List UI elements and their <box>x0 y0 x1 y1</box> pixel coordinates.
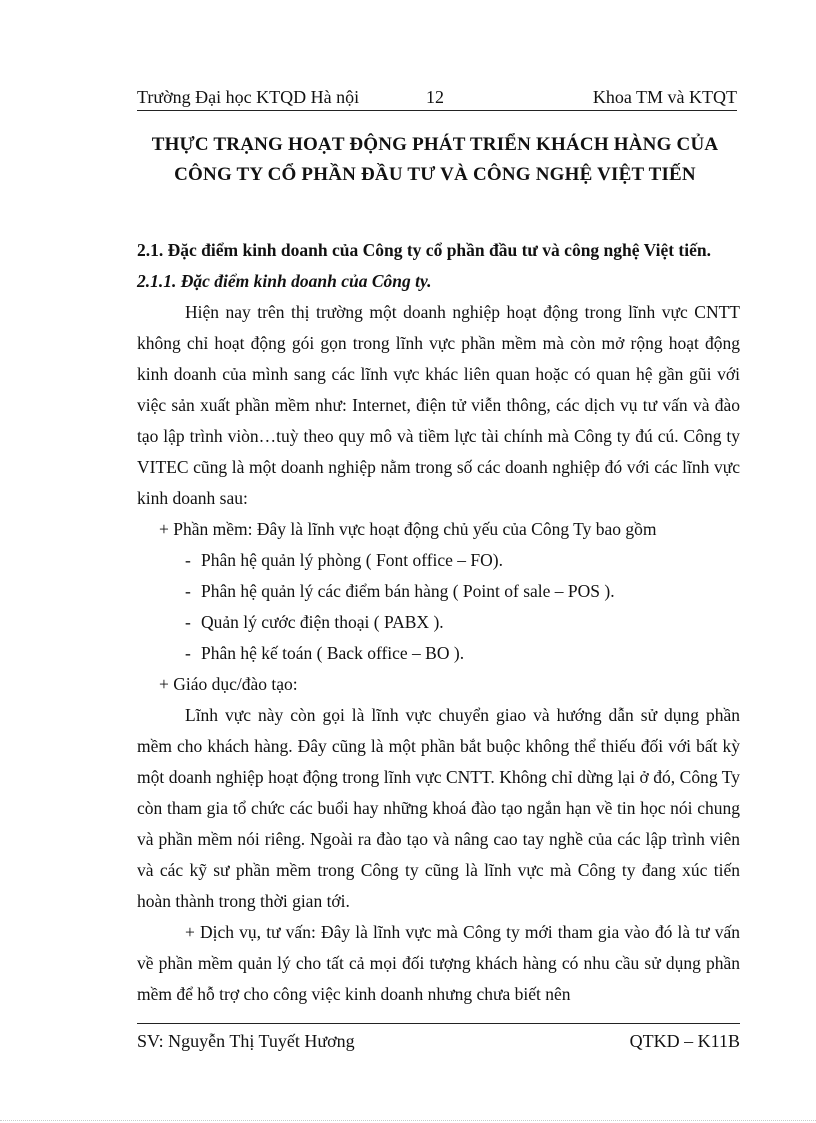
software-item-text: Phân hệ quản lý các điểm bán hàng ( Point of sale – POS ). <box>201 581 615 601</box>
software-item <box>137 607 740 638</box>
header-faculty: Khoa TM và KTQT <box>592 87 737 107</box>
body-content <box>137 235 740 1010</box>
header-school: Trường Đại học KTQD Hà nội <box>137 87 360 107</box>
software-item <box>137 638 740 669</box>
software-item <box>137 545 740 576</box>
chapter-title-line-2: CÔNG TY CỔ PHẦN ĐẦU TƯ VÀ CÔNG NGHỆ VIỆT TIẾN <box>174 164 696 185</box>
software-item-text: Phân hệ quản lý phòng ( Font office – FO). <box>201 550 504 570</box>
software-item-text: Quản lý cước điện thoại ( PABX ). <box>201 612 444 632</box>
footer-student: SV: Nguyễn Thị Tuyết Hương <box>137 1031 355 1051</box>
section-heading: 2.1. Đặc điểm kinh doanh của Công ty cổ phần đầu tư và công nghệ Việt tiến. <box>137 240 711 260</box>
software-item-text: Phân hệ kế toán ( Back office – BO ). <box>201 643 465 663</box>
intro-paragraph: Hiện nay trên thị trường một doanh nghiệp hoạt động trong lĩnh vực CNTT không chỉ hoạt động gói gọn trong lĩnh vực phần mềm mà còn mở rộng hoạt động kinh doanh của mình sang các lĩnh vực khác liên quan hoặc có quan hệ gần gũi với việc sản xuất phần mềm như: Internet, điện tử viễn thông, các dịch vụ tư vấn và đào tạo lập trình viòn…tuỳ theo quy mô và tiềm lực tài chính mà Công ty đú cú. Công ty VITEC cũng là một doanh nghiệp nằm trong số các doanh nghiệp đó với các lĩnh vực kinh doanh sau: <box>137 302 740 508</box>
list-dash: - <box>185 612 191 632</box>
footer-class: QTKD – K11B <box>629 1031 740 1051</box>
education-category: + Giáo dục/đào tạo: <box>159 674 298 694</box>
list-dash: - <box>185 581 191 601</box>
page-bottom-edge <box>0 1120 816 1121</box>
chapter-title <box>100 130 770 190</box>
page-footer <box>137 1023 740 1052</box>
software-item <box>137 576 740 607</box>
list-dash: - <box>185 550 191 570</box>
education-paragraph: Lĩnh vực này còn gọi là lĩnh vực chuyển giao và hướng dẫn sử dụng phần mềm cho khách hàng. Đây cũng là một phần bắt buộc không thể thiếu đối với bất kỳ một doanh nghiệp hoạt động trong lĩnh vực CNTT. Không chỉ dừng lại ở đó, Công Ty còn tham gia tổ chức các buổi hay những khoá đào tạo ngắn hạn về tin học nói chung và phần mềm nói riêng. Ngoài ra đào tạo và nâng cao tay nghề của các lập trình viên và các kỹ sư phần mềm trong Công ty cũng là lĩnh vực mà Công ty đang xúc tiến hoàn thành trong thời gian tới. <box>137 705 740 911</box>
subsection-heading: 2.1.1. Đặc điểm kinh doanh của Công ty. <box>137 271 432 291</box>
chapter-title-line-1: THỰC TRẠNG HOẠT ĐỘNG PHÁT TRIỂN KHÁCH HÀNG CỦA <box>151 134 719 155</box>
header-page-number: 12 <box>426 87 444 107</box>
list-dash: - <box>185 643 191 663</box>
page-header <box>137 84 737 111</box>
consulting-paragraph: + Dịch vụ, tư vấn: Đây là lĩnh vực mà Công ty mới tham gia vào đó là tư vấn về phần mềm quản lý cho tất cả mọi đối tượng khách hàng có nhu cầu sử dụng phần mềm để hỗ trợ cho công việc kinh doanh nhưng chưa biết nên <box>137 922 740 1004</box>
software-category: + Phần mềm: Đây là lĩnh vực hoạt động chủ yếu của Công Ty bao gồm <box>159 519 657 539</box>
